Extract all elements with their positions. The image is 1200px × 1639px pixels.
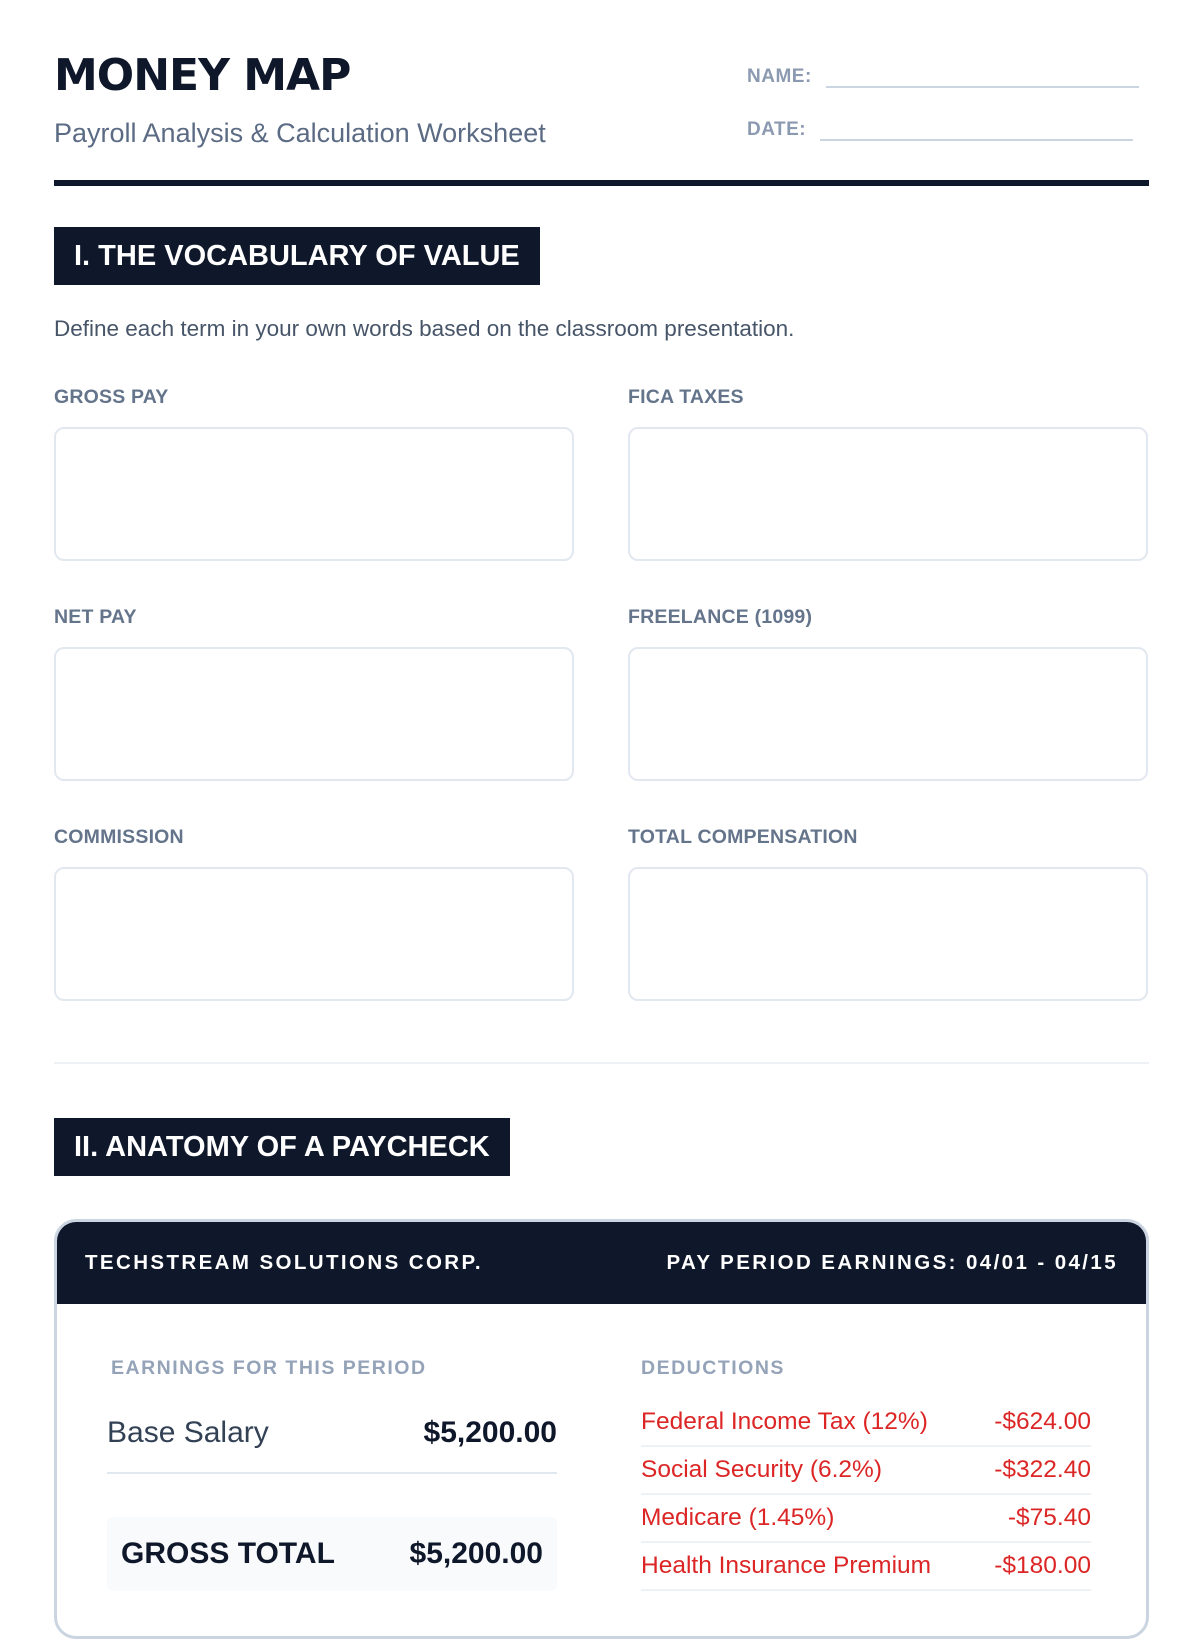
section-1-header: I. THE VOCABULARY OF VALUE	[54, 227, 540, 285]
definition-box[interactable]	[54, 647, 574, 781]
date-field-row	[747, 113, 1133, 141]
definition-box[interactable]	[628, 427, 1148, 561]
earnings-heading: EARNINGS FOR THIS PERIOD	[111, 1357, 427, 1379]
term-total-compensation	[628, 826, 1148, 1001]
section-1-instructions: Define each term in your own words based on the classroom presentation.	[54, 316, 795, 341]
header-divider	[54, 180, 1149, 186]
worksheet-page	[54, 0, 1149, 1600]
term-label: COMMISSION	[54, 826, 184, 848]
deduction-label: Health Insurance Premium	[641, 1552, 932, 1579]
name-label: NAME:	[747, 66, 812, 87]
date-label: DATE:	[747, 119, 807, 140]
deduction-row	[641, 1543, 1091, 1591]
term-label: TOTAL COMPENSATION	[628, 826, 858, 848]
definition-box[interactable]	[54, 867, 574, 1001]
deduction-label: Social Security (6.2%)	[641, 1456, 883, 1483]
term-commission	[54, 826, 574, 1001]
page-title: MONEY MAP	[54, 50, 351, 101]
deduction-amount: -$624.00	[994, 1408, 1091, 1435]
deduction-row	[641, 1399, 1091, 1447]
gross-total-label: GROSS TOTAL	[121, 1537, 335, 1570]
term-fica-taxes	[628, 386, 1148, 561]
deduction-amount: -$180.00	[994, 1552, 1091, 1579]
term-net-pay	[54, 606, 574, 781]
term-label: FREELANCE (1099)	[628, 606, 813, 628]
company-name: TECHSTREAM SOLUTIONS CORP.	[85, 1251, 484, 1274]
definition-box[interactable]	[628, 867, 1148, 1001]
deduction-amount: -$322.40	[994, 1456, 1091, 1483]
term-freelance-1099	[628, 606, 1148, 781]
name-field-row	[747, 60, 1139, 88]
deduction-label: Federal Income Tax (12%)	[641, 1408, 928, 1435]
paycheck-header	[57, 1222, 1146, 1304]
deduction-amount: -$75.40	[1007, 1504, 1091, 1531]
earnings-row	[107, 1394, 557, 1474]
page-subtitle: Payroll Analysis & Calculation Worksheet	[54, 118, 546, 148]
deductions-list	[641, 1399, 1091, 1591]
term-label: NET PAY	[54, 606, 137, 628]
section-divider	[54, 1062, 1149, 1064]
date-input-line[interactable]	[820, 113, 1133, 141]
gross-total-amount: $5,200.00	[409, 1537, 543, 1570]
definition-box[interactable]	[54, 427, 574, 561]
definition-box[interactable]	[628, 647, 1148, 781]
earnings-amount: $5,200.00	[423, 1416, 557, 1449]
term-label: FICA TAXES	[628, 386, 744, 408]
earnings-label: Base Salary	[107, 1416, 269, 1449]
deduction-row	[641, 1495, 1091, 1543]
section-2-header: II. ANATOMY OF A PAYCHECK	[54, 1118, 510, 1176]
deductions-heading: DEDUCTIONS	[641, 1357, 785, 1379]
gross-total-box	[107, 1517, 557, 1591]
deduction-label: Medicare (1.45%)	[641, 1504, 835, 1531]
name-input-line[interactable]	[826, 60, 1139, 88]
pay-period: PAY PERIOD EARNINGS: 04/01 - 04/15	[666, 1251, 1118, 1274]
term-gross-pay	[54, 386, 574, 561]
deduction-row	[641, 1447, 1091, 1495]
term-label: GROSS PAY	[54, 386, 169, 408]
